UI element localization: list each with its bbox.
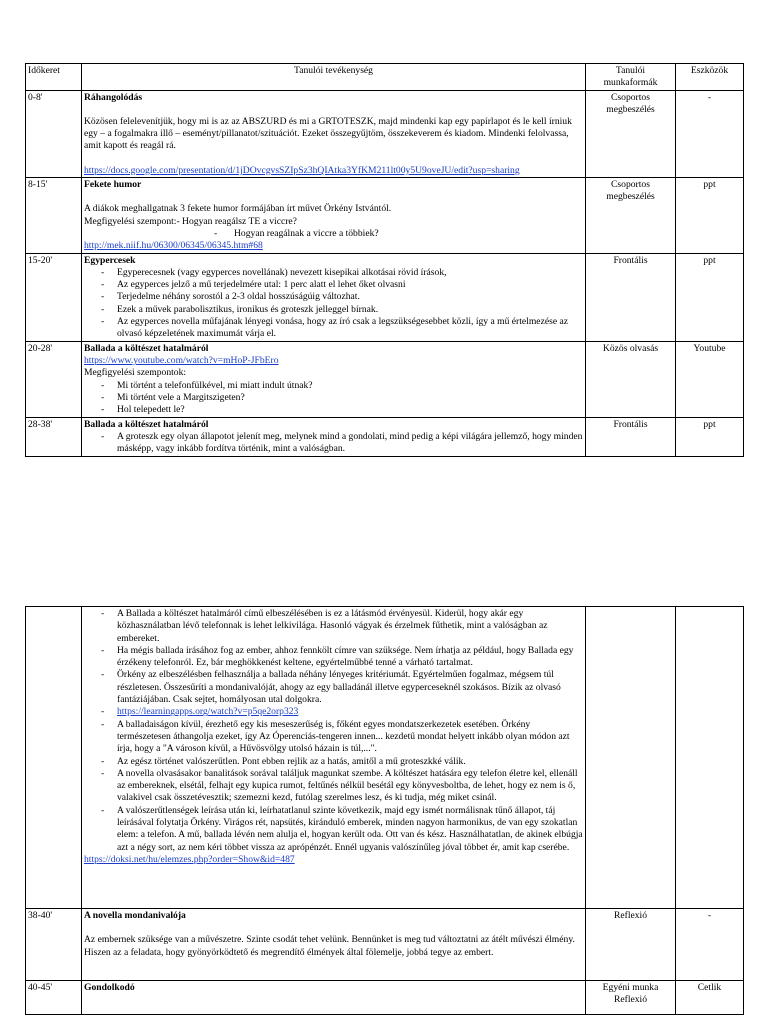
- row-activity: [82, 909, 586, 981]
- youtube-link[interactable]: https://www.youtube.com/watch?v=mHoP-JFbEro: [84, 354, 279, 366]
- row-tool: [676, 607, 744, 909]
- presentation-link[interactable]: https://docs.google.com/presentation/d/1jDOvcgvsSZIpSz3hQIAtka3YfKM211lt00y5U9oveJU/edit?usp=sharing: [84, 164, 520, 176]
- row-tool: ppt: [676, 253, 744, 341]
- table-row: [26, 417, 744, 456]
- row-tool: ppt: [676, 178, 744, 253]
- list-item: [84, 706, 583, 718]
- row-tool: Youtube: [676, 341, 744, 417]
- table-row: [26, 341, 744, 417]
- row-work-form: Egyéni munka Reflexió: [586, 981, 676, 1015]
- observation-point: Megfigyelési szempont:- Hogyan reagálsz TE a viccre?: [84, 215, 297, 227]
- header-tools: Eszközök: [676, 64, 744, 91]
- row-tool: ppt: [676, 417, 744, 456]
- row-work-form: Reflexió: [586, 909, 676, 981]
- lesson-plan-table-continued: [25, 606, 744, 1015]
- list-item: - Az egyperces novella műfajának lényegi vonása, hogy az író csak a legszükségesebbet közli, így a mű értelmezése az olvasó képzeletének maximumát várja el.: [84, 316, 583, 341]
- row-time: 15-20': [26, 253, 82, 341]
- observation-point: - Hogyan reagálnak a viccre a többiek?: [84, 228, 583, 240]
- doksi-link[interactable]: https://doksi.net/hu/elemzes.php?order=Show&id=487: [84, 853, 295, 865]
- learningapps-link[interactable]: https://learningapps.org/watch?v=p5qe2orp323: [117, 706, 299, 718]
- list-item: - Terjedelme néhány sorostól a 2-3 oldal hosszúságúig változhat.: [84, 291, 583, 303]
- list-item: - Mi történt vele a Margitszigeten?: [84, 392, 583, 404]
- row-title: Ráhangolódás: [84, 91, 143, 103]
- row-title: Fekete humor: [84, 179, 142, 191]
- row-activity: [82, 90, 586, 177]
- row-title: Ballada a költészet hatalmáról: [84, 342, 209, 354]
- row-work-form: Csoportos megbeszélés: [586, 178, 676, 253]
- list-item: - A valószerűtlenségek leírása után ki, leírhatatlanul szinte következik, majd egy ismét normálisnak tűnő állapot, táj leírásával folytatja Örkény. Virágos rét, napsütés, kiránduló emberek, minden nagyon harmonikus, de van egy szokatlan elem: a telefon. A mű, ballada lévén nem alulja el, hogyan került oda. Ott van és kész. Használhatatlan, de akinek elbúgja azt a négy sort, az nem kéri többet vissza az aprópénzét. Ennél ugyanis valószínűleg jóval többet ér, amit kap cserébe.: [84, 805, 583, 854]
- row-activity: [82, 607, 586, 909]
- row-activity: [82, 341, 586, 417]
- row-time: [26, 607, 82, 909]
- header-activity: Tanulói tevékenység: [82, 64, 586, 91]
- list-item: - Egyperecesnek (vagy egyperces novellának) nevezett kisepikai alkotásai rövid írások,: [84, 267, 583, 279]
- header-work-form: Tanulói munkaformák: [586, 64, 676, 91]
- row-text: Közösen felelevenítjük, hogy mi is az az ABSZURD és mi a GRTOTESZK, majd mindenki kap egy papírlapot és le kell írniuk egy – a fogalmakra illő – eseményt/pillanatot/szituációt. Ezeket összegyűjtöm, összekeverem és kiadom. Mindenki felolvassa, amit kapott és reagál rá.: [84, 115, 572, 152]
- row-text: Az embernek szüksége van a művészetre. Szinte csodát tehet velünk. Bennünket is meg tud változtatni az átélt művészi élmény. Hiszen az a feladata, hogy gyönyörködtető és megrendítő élmények által fölemelje, jobbá tegye az embert.: [84, 934, 575, 958]
- table-row: [26, 178, 744, 253]
- row-text: A diákok meghallgatnak 3 fekete humor formájában írt művet Örkény Istvántól.: [84, 203, 392, 215]
- row-activity: [82, 253, 586, 341]
- list-item: - A Ballada a költészet hatalmáról című elbeszélésében is ez a látásmód érvényesül. Kiderül, hogy akár egy közhasználatban lévő telefonnak is lehet lelkivilága. Hasonló vágyak és érzelmek fűthetik, mint a valóságban az embereket.: [84, 608, 583, 645]
- row-activity: [82, 981, 586, 1015]
- list-item: - Az egész történet valószerűtlen. Pont ebben rejlik az a hatás, amitől a mű groteszkké válik.: [84, 756, 583, 768]
- row-title: Ballada a költészet hatalmáról: [84, 418, 209, 430]
- row-time: 0-8': [26, 90, 82, 177]
- list-item: - A balladaiságon kívül, érezhető egy kis meseszerűség is, főként egyes mondatszerkezetek esetében. Örkény természetesen áthangolja ezeket, így Az Óperenciás-tengeren innen... kezdetű mondat helyett inkább olyan módon azt írja, hogy a "A városon kívül, a Hűvösvölgy utolsó házain is túl,...".: [84, 719, 583, 756]
- mek-link[interactable]: http://mek.niif.hu/06300/06345/06345.htm#68: [84, 240, 263, 252]
- observation-label: Megfigyelési szempontok:: [84, 367, 187, 379]
- row-work-form: Csoportos megbeszélés: [586, 90, 676, 177]
- row-title: Gondolkodó: [84, 982, 135, 993]
- row-title: Egypercesek: [84, 254, 136, 266]
- list-item: - A novella olvasásakor banalitások sorával találjuk magunkat szembe. A költészet hatására egy telefon életre kel, ellenáll az embereknek, elsétál, felhajt egy kupica rumot, feltűnés nélkül besétál egy könyvesboltba, de lehet, hogy ez nem is ő, valakivel csak összetévesztik; szemezni kezd, futólag szerelmes lesz, és ki tudja, még miket csinál.: [84, 768, 583, 805]
- lesson-plan-table: [25, 63, 744, 457]
- row-time: 38-40': [26, 909, 82, 981]
- row-time: 40-45': [26, 981, 82, 1015]
- table-row: [26, 981, 744, 1015]
- row-tool: Cetlik: [676, 981, 744, 1015]
- list-item: - Ezek a művek parabolisztikus, ironikus és groteszk jelleggel bírnak.: [84, 304, 583, 316]
- list-item: - Örkény az elbeszélésben felhasználja a ballada néhány lényeges kritériumát. Egyértelműen fogalmaz, mégsem túl részletesen. Összesűríti a mondanivalóját, ahogy az egy balladánál illetve egyperceseknél szokásos. Bízik az olvasó fantáziájában. Csak sejtet, homályosan utal dolgokra.: [84, 669, 583, 706]
- row-activity: [82, 178, 586, 253]
- list-item: - Mi történt a telefonfülkével, mi miatt indult útnak?: [84, 380, 583, 392]
- list-item: - Ha mégis ballada írásához fog az ember, ahhoz fennkölt címre van szüksége. Nem írhatja az például, hogy Ballada egy érzékeny telefonról. Ez, bár meghökkenést keltene, egyértelműbbé tenné a várható tartalmat.: [84, 645, 583, 670]
- row-tool: -: [676, 90, 744, 177]
- row-work-form: Frontális: [586, 417, 676, 456]
- list-item: - Hol telepedett le?: [84, 404, 583, 416]
- table-header-row: [26, 64, 744, 91]
- row-activity: [82, 417, 586, 456]
- row-time: 20-28': [26, 341, 82, 417]
- row-work-form: Frontális: [586, 253, 676, 341]
- row-time: 8-15': [26, 178, 82, 253]
- table-row: [26, 909, 744, 981]
- list-item: - Az egyperces jelző a mű terjedelmére utal: 1 perc alatt el lehet őket olvasni: [84, 279, 583, 291]
- list-item: - A groteszk egy olyan állapotot jelenít meg, melynek mind a gondolati, mind pedig a képi világára jellemző, hogy minden másképp, vagy inkább fordítva történik, mint a valóságban.: [84, 431, 583, 456]
- row-work-form: Közös olvasás: [586, 341, 676, 417]
- row-tool: -: [676, 909, 744, 981]
- row-work-form: [586, 607, 676, 909]
- table-row: [26, 90, 744, 177]
- table-row: [26, 253, 744, 341]
- header-time: Időkeret: [26, 64, 82, 91]
- row-time: 28-38': [26, 417, 82, 456]
- table-row: [26, 607, 744, 909]
- row-title: A novella mondanivalója: [84, 910, 186, 921]
